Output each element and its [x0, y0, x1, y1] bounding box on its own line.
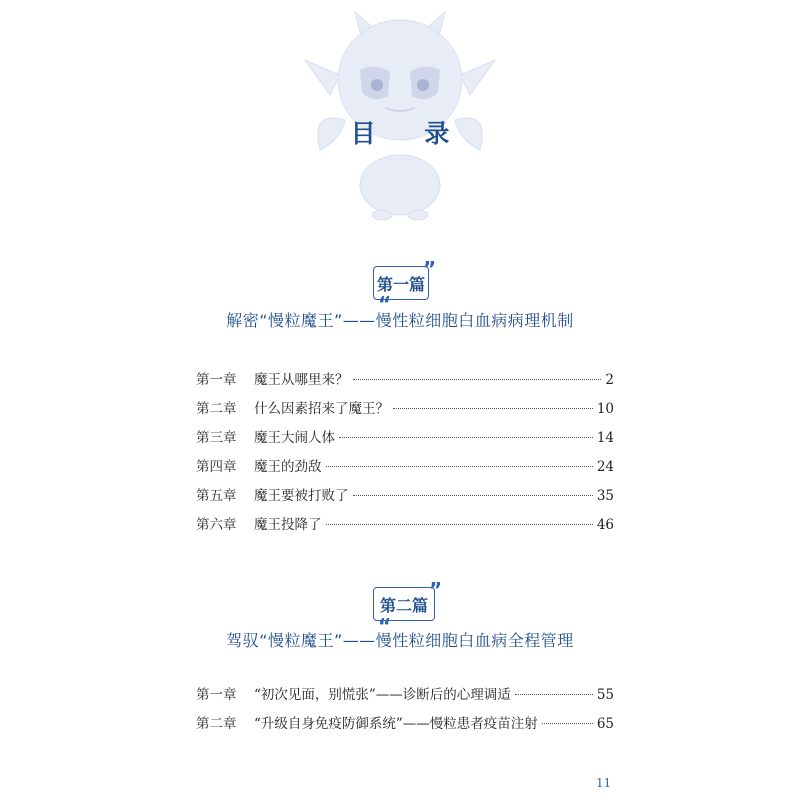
- page-number: 11: [596, 776, 612, 790]
- chapter-title: 魔王从哪里来？: [254, 372, 349, 388]
- chapter-page: 24: [596, 459, 614, 475]
- toc-list: [196, 683, 614, 741]
- chapter-title: “初次见面，别慌张”——诊断后的心理调适: [254, 687, 511, 703]
- chapter-number: 第五章: [196, 488, 237, 504]
- part-badge-label: 第二篇: [379, 595, 428, 615]
- dot-leader: [542, 723, 593, 724]
- dot-leader: [393, 408, 593, 409]
- quote-mark-icon: “: [378, 614, 392, 638]
- dot-leader: [353, 379, 602, 380]
- chapter-page: 10: [596, 401, 614, 417]
- chapter-number: 第四章: [196, 459, 237, 475]
- toc-entry[interactable]: [196, 397, 614, 426]
- chapter-title: 魔王的劲敌: [254, 459, 322, 475]
- chapter-number: 第一章: [196, 687, 237, 703]
- dot-leader: [326, 466, 593, 467]
- dot-leader: [326, 524, 593, 525]
- dot-leader: [515, 694, 593, 695]
- chapter-title: 魔王投降了: [254, 517, 322, 533]
- toc-entry[interactable]: [196, 455, 614, 484]
- chapter-page: 65: [596, 716, 614, 732]
- dot-leader: [339, 437, 593, 438]
- chapter-page: 2: [605, 372, 614, 388]
- toc-entry[interactable]: [196, 683, 614, 712]
- quote-mark-icon: ”: [429, 578, 443, 602]
- part-title: 解密“慢粒魔王”——慢性粒细胞白血病病理机制: [226, 311, 574, 330]
- dot-leader: [353, 495, 593, 496]
- toc-entry[interactable]: [196, 712, 614, 741]
- chapter-page: 55: [596, 687, 614, 703]
- toc-entry[interactable]: [196, 484, 614, 513]
- part-badge-label: 第一篇: [376, 274, 425, 294]
- quote-mark-icon: ”: [423, 257, 437, 281]
- chapter-title: 魔王大闹人体: [254, 430, 335, 446]
- toc-list: [196, 368, 614, 542]
- chapter-number: 第一章: [196, 372, 237, 388]
- chapter-page: 46: [596, 517, 614, 533]
- monster-mascot-illustration: [300, 0, 500, 225]
- chapter-number: 第二章: [196, 401, 237, 417]
- toc-entry[interactable]: [196, 513, 614, 542]
- chapter-number: 第三章: [196, 430, 237, 446]
- chapter-page: 35: [596, 488, 614, 504]
- toc-entry[interactable]: [196, 368, 614, 397]
- part-title: 驾驭“慢粒魔王”——慢性粒细胞白血病全程管理: [226, 631, 574, 650]
- quote-mark-icon: “: [378, 292, 392, 316]
- chapter-number: 第六章: [196, 517, 237, 533]
- chapter-page: 14: [596, 430, 614, 446]
- chapter-title: 什么因素招来了魔王？: [254, 401, 389, 417]
- toc-entry[interactable]: [196, 426, 614, 455]
- page-title: 目 录: [350, 119, 470, 148]
- chapter-number: 第二章: [196, 716, 237, 732]
- chapter-title: 魔王要被打败了: [254, 488, 349, 504]
- chapter-title: “升级自身免疫防御系统”——慢粒患者疫苗注射: [254, 716, 538, 732]
